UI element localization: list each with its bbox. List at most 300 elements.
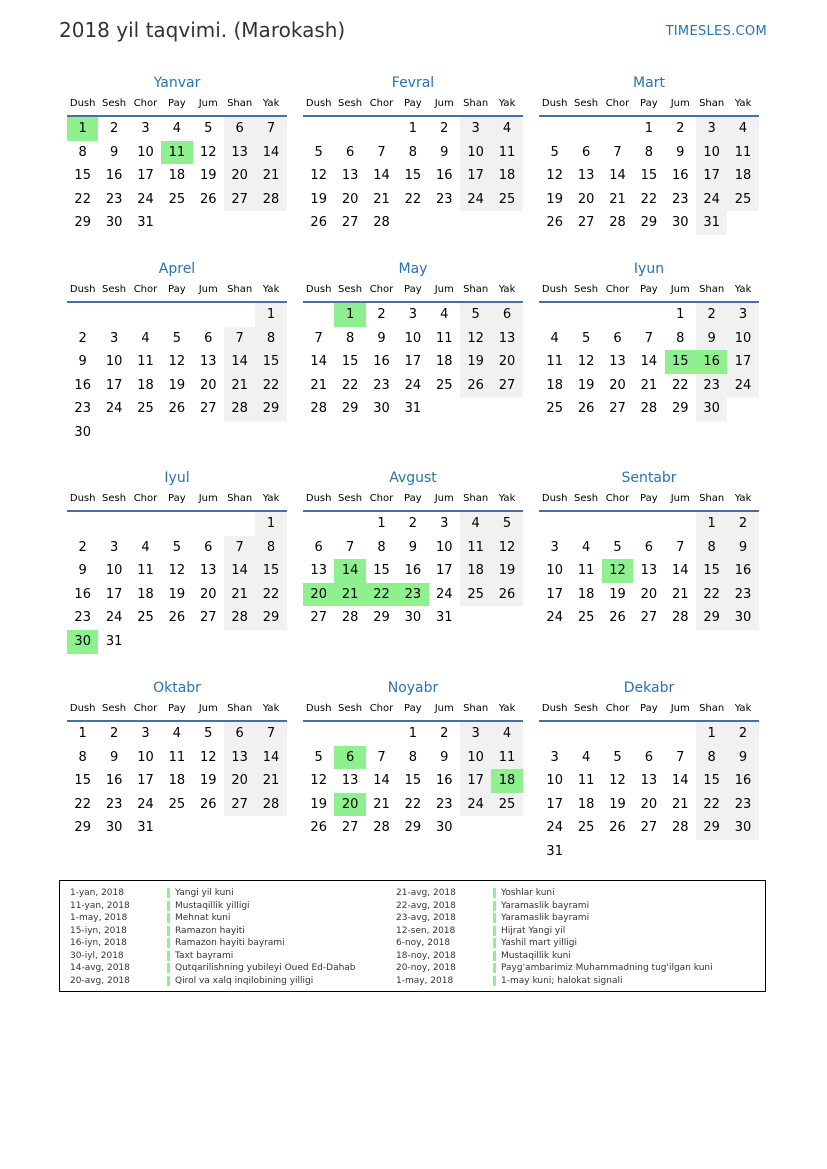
day-cell: 15: [404, 773, 422, 789]
day-cell: 5: [613, 539, 622, 555]
day-cell: 14: [373, 168, 390, 184]
day-cell: 22: [255, 374, 286, 398]
day-cell: 29: [640, 215, 658, 231]
legend-date: 20-noy, 2018: [396, 963, 456, 973]
day-cell: 8: [78, 749, 87, 765]
day-cell: 3: [727, 303, 758, 327]
day-cell: 12: [577, 354, 595, 370]
weekday-label: Jum: [434, 98, 454, 109]
day-cell: 29: [373, 610, 390, 626]
day-cell: 23: [727, 583, 758, 607]
day-cell: 20: [199, 586, 217, 602]
day-cell: 8: [377, 539, 386, 555]
weekday-label: Chor: [133, 98, 158, 109]
day-cell: 8: [255, 327, 286, 351]
weekday-header: [67, 698, 287, 722]
legend-holiday-name: Ramazon hayiti bayrami: [175, 938, 285, 948]
holiday-day-cell: 20: [303, 583, 334, 607]
month-name: Avgust: [389, 470, 437, 486]
day-cell: 25: [460, 583, 491, 607]
holiday-legend: [59, 880, 766, 992]
day-cell: 20: [577, 191, 595, 207]
weekday-label: Chor: [605, 703, 630, 714]
day-grid: [539, 722, 759, 864]
day-cell: 12: [609, 773, 626, 789]
weekday-label: Jum: [670, 493, 690, 504]
day-cell: 4: [141, 330, 150, 346]
day-cell: 30: [727, 816, 758, 840]
day-cell: 1: [696, 722, 727, 746]
weekday-label: Pay: [404, 703, 422, 714]
day-cell: 13: [640, 773, 658, 789]
legend-date: 18-noy, 2018: [396, 950, 456, 961]
weekday-label: Yak: [734, 284, 752, 295]
day-cell: 24: [727, 374, 758, 398]
day-cell: 19: [609, 586, 626, 602]
holiday-day-cell: 21: [334, 583, 365, 607]
weekday-label: Yak: [734, 98, 752, 109]
weekday-label: Pay: [168, 703, 186, 714]
month-sentabr: [539, 465, 759, 630]
weekday-label: Jum: [434, 284, 454, 295]
empty-cell: [334, 512, 365, 536]
day-cell: 28: [255, 793, 286, 817]
legend-row: [386, 912, 713, 925]
day-cell: 19: [491, 559, 522, 583]
day-cell: 7: [676, 539, 685, 555]
day-cell: 22: [341, 377, 359, 393]
holiday-day-cell: 16: [696, 350, 727, 374]
day-cell: 15: [74, 168, 91, 184]
day-cell: 17: [546, 796, 563, 812]
day-cell: 25: [577, 610, 595, 626]
legend-marker: [167, 913, 170, 923]
day-cell: 24: [696, 188, 727, 212]
day-cell: 30: [404, 610, 422, 626]
empty-cell: [665, 722, 696, 746]
weekday-label: Jum: [198, 98, 218, 109]
day-cell: 3: [696, 117, 727, 141]
day-cell: 6: [644, 749, 653, 765]
empty-cell: [602, 117, 633, 141]
weekday-label: Sesh: [574, 703, 599, 714]
month-dekabr: [539, 675, 759, 864]
day-cell: 24: [546, 610, 563, 626]
weekday-label: Sesh: [338, 284, 363, 295]
day-cell: 12: [199, 144, 217, 160]
legend-holiday-name: Hijrat Yangi yil: [501, 925, 566, 936]
day-cell: 27: [640, 610, 658, 626]
legend-row: [60, 937, 356, 950]
day-cell: 25: [491, 188, 522, 212]
legend-date: 12-sen, 2018: [396, 925, 456, 936]
day-cell: 26: [310, 215, 327, 231]
weekday-label: Yak: [262, 493, 280, 504]
day-cell: 5: [460, 303, 491, 327]
holiday-day-cell: 14: [334, 559, 365, 583]
day-cell: 18: [168, 168, 186, 184]
day-cell: 6: [224, 117, 255, 141]
day-cell: 22: [696, 793, 727, 817]
month-iyun: [539, 256, 759, 421]
day-cell: 22: [404, 796, 422, 812]
day-cell: 24: [137, 796, 154, 812]
day-cell: 13: [341, 773, 359, 789]
day-cell: 6: [644, 539, 653, 555]
day-cell: 18: [727, 164, 758, 188]
weekday-label: Dush: [541, 98, 568, 109]
day-cell: 22: [255, 583, 286, 607]
day-cell: 16: [373, 354, 390, 370]
weekday-label: Pay: [404, 284, 422, 295]
weekday-label: Yak: [498, 98, 516, 109]
holiday-day-cell: 20: [334, 793, 365, 817]
legend-row: [60, 962, 356, 975]
day-cell: 13: [491, 327, 522, 351]
weekday-label: Yak: [262, 703, 280, 714]
day-cell: 10: [435, 539, 453, 555]
weekday-label: Shan: [699, 703, 725, 714]
month-name: Yanvar: [153, 75, 201, 91]
day-grid: [539, 303, 759, 421]
day-cell: 18: [435, 354, 453, 370]
day-cell: 27: [640, 820, 658, 836]
empty-cell: [570, 512, 601, 536]
legend-marker: [167, 951, 170, 961]
empty-cell: [602, 303, 633, 327]
legend-column-right: [386, 887, 713, 987]
weekday-label: Jum: [670, 284, 690, 295]
day-cell: 12: [168, 354, 186, 370]
weekday-header: [67, 488, 287, 512]
holiday-day-cell: 1: [334, 303, 365, 327]
day-cell: 24: [404, 377, 422, 393]
weekday-label: Dush: [541, 284, 568, 295]
weekday-label: Shan: [463, 98, 489, 109]
day-cell: 29: [696, 816, 727, 840]
day-cell: 18: [137, 586, 154, 602]
day-cell: 11: [168, 749, 186, 765]
month-name: Iyul: [164, 470, 190, 486]
day-cell: 3: [440, 516, 449, 531]
day-cell: 5: [314, 749, 323, 765]
day-cell: 26: [199, 796, 217, 812]
day-cell: 7: [255, 722, 286, 746]
day-cell: 12: [460, 327, 491, 351]
weekday-label: Chor: [133, 284, 158, 295]
legend-holiday-name: Yaramaslik bayrami: [501, 900, 590, 911]
day-cell: 16: [74, 377, 91, 393]
legend-marker: [167, 888, 170, 898]
day-cell: 14: [255, 141, 286, 165]
day-cell: 11: [435, 330, 453, 346]
day-cell: 28: [609, 215, 626, 231]
day-cell: 30: [727, 606, 758, 630]
day-cell: 25: [491, 793, 522, 817]
legend-holiday-name: Yaramaslik bayrami: [501, 913, 590, 923]
weekday-label: Jum: [198, 493, 218, 504]
month-name: Noyabr: [387, 680, 439, 696]
day-cell: 29: [696, 606, 727, 630]
month-name: Dekabr: [623, 680, 675, 696]
month-noyabr: [303, 675, 523, 840]
legend-row: [60, 887, 356, 900]
day-cell: 25: [137, 610, 154, 626]
day-cell: 28: [671, 610, 689, 626]
day-cell: 4: [550, 330, 559, 346]
day-grid: [539, 117, 759, 235]
day-cell: 7: [314, 330, 323, 346]
weekday-header: [67, 93, 287, 117]
day-cell: 6: [224, 722, 255, 746]
holiday-day-cell: 6: [334, 746, 365, 770]
day-cell: 2: [109, 121, 119, 136]
day-cell: 7: [255, 117, 286, 141]
weekday-header: [539, 698, 759, 722]
day-cell: 15: [255, 559, 286, 583]
day-cell: 11: [577, 563, 595, 579]
day-cell: 8: [255, 536, 286, 560]
day-cell: 14: [609, 168, 626, 184]
legend-marker: [167, 976, 170, 986]
day-cell: 19: [310, 191, 327, 207]
weekday-header: [539, 93, 759, 117]
day-cell: 31: [696, 211, 727, 235]
legend-holiday-name: Payg'ambarimiz Muhammadning tug'ilgan kuni: [501, 963, 713, 973]
weekday-label: Sesh: [338, 98, 363, 109]
weekday-label: Shan: [463, 284, 489, 295]
day-cell: 12: [546, 168, 563, 184]
day-cell: 27: [224, 188, 255, 212]
month-name: Aprel: [158, 261, 196, 277]
day-cell: 26: [491, 583, 522, 607]
day-cell: 31: [137, 215, 154, 231]
day-cell: 23: [435, 796, 453, 812]
month-aprel: [67, 256, 287, 445]
empty-cell: [161, 512, 192, 536]
day-cell: 1: [676, 307, 685, 322]
weekday-label: Yak: [262, 98, 280, 109]
day-cell: 5: [172, 539, 181, 555]
day-cell: 11: [137, 563, 154, 579]
legend-marker: [493, 976, 496, 986]
day-cell: 10: [546, 563, 563, 579]
weekday-header: [303, 488, 523, 512]
day-cell: 30: [696, 397, 727, 421]
weekday-label: Chor: [369, 98, 394, 109]
month-name: Oktabr: [153, 680, 201, 696]
day-cell: 23: [435, 191, 453, 207]
day-cell: 30: [105, 215, 123, 231]
day-cell: 31: [137, 820, 154, 836]
day-cell: 1: [377, 516, 386, 531]
empty-cell: [67, 512, 98, 536]
weekday-header: [539, 488, 759, 512]
holiday-day-cell: 1: [67, 117, 98, 141]
legend-row: [386, 975, 713, 988]
weekday-label: Chor: [605, 98, 630, 109]
day-cell: 7: [676, 749, 685, 765]
day-cell: 5: [204, 121, 213, 136]
day-cell: 21: [609, 191, 626, 207]
day-cell: 27: [341, 820, 359, 836]
weekday-label: Yak: [734, 703, 752, 714]
day-cell: 2: [109, 726, 119, 741]
legend-date: 14-avg, 2018: [70, 963, 130, 973]
day-cell: 5: [172, 330, 181, 346]
weekday-label: Dush: [69, 493, 96, 504]
day-cell: 11: [491, 141, 522, 165]
day-cell: 20: [224, 769, 255, 793]
legend-holiday-name: Taxt bayrami: [175, 950, 234, 961]
holiday-day-cell: 23: [397, 583, 428, 607]
day-cell: 25: [168, 796, 186, 812]
day-cell: 10: [137, 144, 154, 160]
weekday-label: Dush: [541, 493, 568, 504]
day-grid: [67, 512, 287, 654]
weekday-label: Shan: [463, 493, 489, 504]
day-cell: 12: [199, 749, 217, 765]
legend-row: [386, 937, 713, 950]
day-cell: 15: [696, 559, 727, 583]
day-cell: 8: [676, 330, 685, 346]
day-cell: 30: [373, 401, 390, 417]
weekday-header: [303, 93, 523, 117]
day-cell: 8: [408, 144, 417, 160]
day-cell: 18: [137, 377, 154, 393]
day-cell: 29: [255, 606, 286, 630]
legend-row: [386, 950, 713, 963]
legend-date: 30-iyl, 2018: [70, 950, 124, 961]
day-cell: 2: [377, 307, 386, 322]
empty-cell: [193, 303, 224, 327]
day-cell: 13: [341, 168, 359, 184]
day-cell: 4: [460, 512, 491, 536]
day-cell: 15: [255, 350, 286, 374]
weekday-header: [539, 279, 759, 303]
day-cell: 7: [613, 144, 622, 160]
day-cell: 15: [640, 168, 658, 184]
day-cell: 6: [613, 330, 622, 346]
legend-marker: [167, 901, 170, 911]
month-name: Fevral: [391, 75, 435, 91]
holiday-day-cell: 18: [491, 769, 522, 793]
day-cell: 28: [373, 820, 390, 836]
day-cell: 27: [310, 610, 327, 626]
day-cell: 25: [168, 191, 186, 207]
day-cell: 4: [727, 117, 758, 141]
empty-cell: [570, 722, 601, 746]
holiday-day-cell: 11: [161, 141, 192, 165]
empty-cell: [303, 722, 334, 746]
day-cell: 12: [491, 536, 522, 560]
day-cell: 7: [377, 749, 386, 765]
day-grid: [303, 722, 523, 840]
weekday-label: Sesh: [102, 284, 127, 295]
legend-holiday-name: Ramazon hayiti: [175, 925, 245, 936]
day-cell: 24: [546, 820, 563, 836]
day-cell: 19: [609, 796, 626, 812]
month-yanvar: [67, 70, 287, 235]
weekday-label: Pay: [404, 98, 422, 109]
empty-cell: [161, 303, 192, 327]
weekday-label: Dush: [541, 703, 568, 714]
day-cell: 6: [581, 144, 591, 160]
day-cell: 29: [404, 820, 422, 836]
day-cell: 17: [435, 563, 453, 579]
day-cell: 19: [199, 773, 217, 789]
day-cell: 30: [74, 424, 91, 440]
day-cell: 26: [310, 820, 327, 836]
month-name: Iyun: [633, 261, 665, 277]
legend-holiday-name: Yoshlar kuni: [501, 888, 555, 898]
weekday-label: Dush: [69, 98, 96, 109]
weekday-label: Shan: [227, 493, 253, 504]
day-cell: 10: [137, 749, 154, 765]
day-cell: 27: [491, 374, 522, 398]
brand-link[interactable]: TIMESLES.COM: [665, 24, 767, 39]
day-cell: 3: [141, 121, 150, 136]
day-cell: 6: [345, 144, 355, 160]
day-cell: 22: [404, 191, 422, 207]
day-cell: 17: [460, 769, 491, 793]
day-cell: 11: [491, 746, 522, 770]
weekday-label: Chor: [369, 284, 394, 295]
day-cell: 29: [671, 401, 689, 417]
weekday-label: Pay: [168, 493, 186, 504]
day-cell: 17: [546, 586, 563, 602]
month-name: Sentabr: [621, 470, 677, 486]
day-cell: 9: [727, 536, 758, 560]
legend-marker: [493, 888, 496, 898]
day-cell: 2: [78, 539, 87, 555]
day-cell: 2: [408, 516, 417, 531]
day-cell: 3: [109, 539, 119, 555]
day-cell: 2: [696, 303, 727, 327]
legend-date: 1-yan, 2018: [70, 888, 124, 898]
day-cell: 13: [199, 563, 217, 579]
day-cell: 3: [460, 117, 491, 141]
legend-date: 15-iyn, 2018: [70, 925, 127, 936]
day-cell: 19: [168, 586, 186, 602]
day-cell: 11: [727, 141, 758, 165]
day-cell: 2: [727, 512, 758, 536]
day-cell: 19: [168, 377, 186, 393]
weekday-label: Yak: [498, 703, 516, 714]
day-cell: 27: [341, 215, 359, 231]
weekday-label: Sesh: [574, 284, 599, 295]
day-cell: 4: [172, 121, 181, 136]
day-cell: 8: [644, 144, 653, 160]
day-cell: 12: [310, 168, 327, 184]
day-cell: 28: [255, 188, 286, 212]
weekday-label: Pay: [404, 493, 422, 504]
day-cell: 25: [137, 401, 154, 417]
weekday-label: Chor: [133, 493, 158, 504]
day-cell: 22: [696, 583, 727, 607]
weekday-label: Sesh: [574, 98, 599, 109]
day-cell: 6: [314, 539, 323, 555]
day-cell: 27: [609, 401, 626, 417]
day-cell: 30: [105, 820, 123, 836]
day-cell: 14: [373, 773, 390, 789]
day-cell: 11: [137, 354, 154, 370]
day-cell: 4: [581, 539, 591, 555]
day-cell: 7: [224, 536, 255, 560]
day-cell: 9: [727, 746, 758, 770]
day-cell: 31: [546, 843, 563, 859]
empty-cell: [539, 117, 570, 141]
